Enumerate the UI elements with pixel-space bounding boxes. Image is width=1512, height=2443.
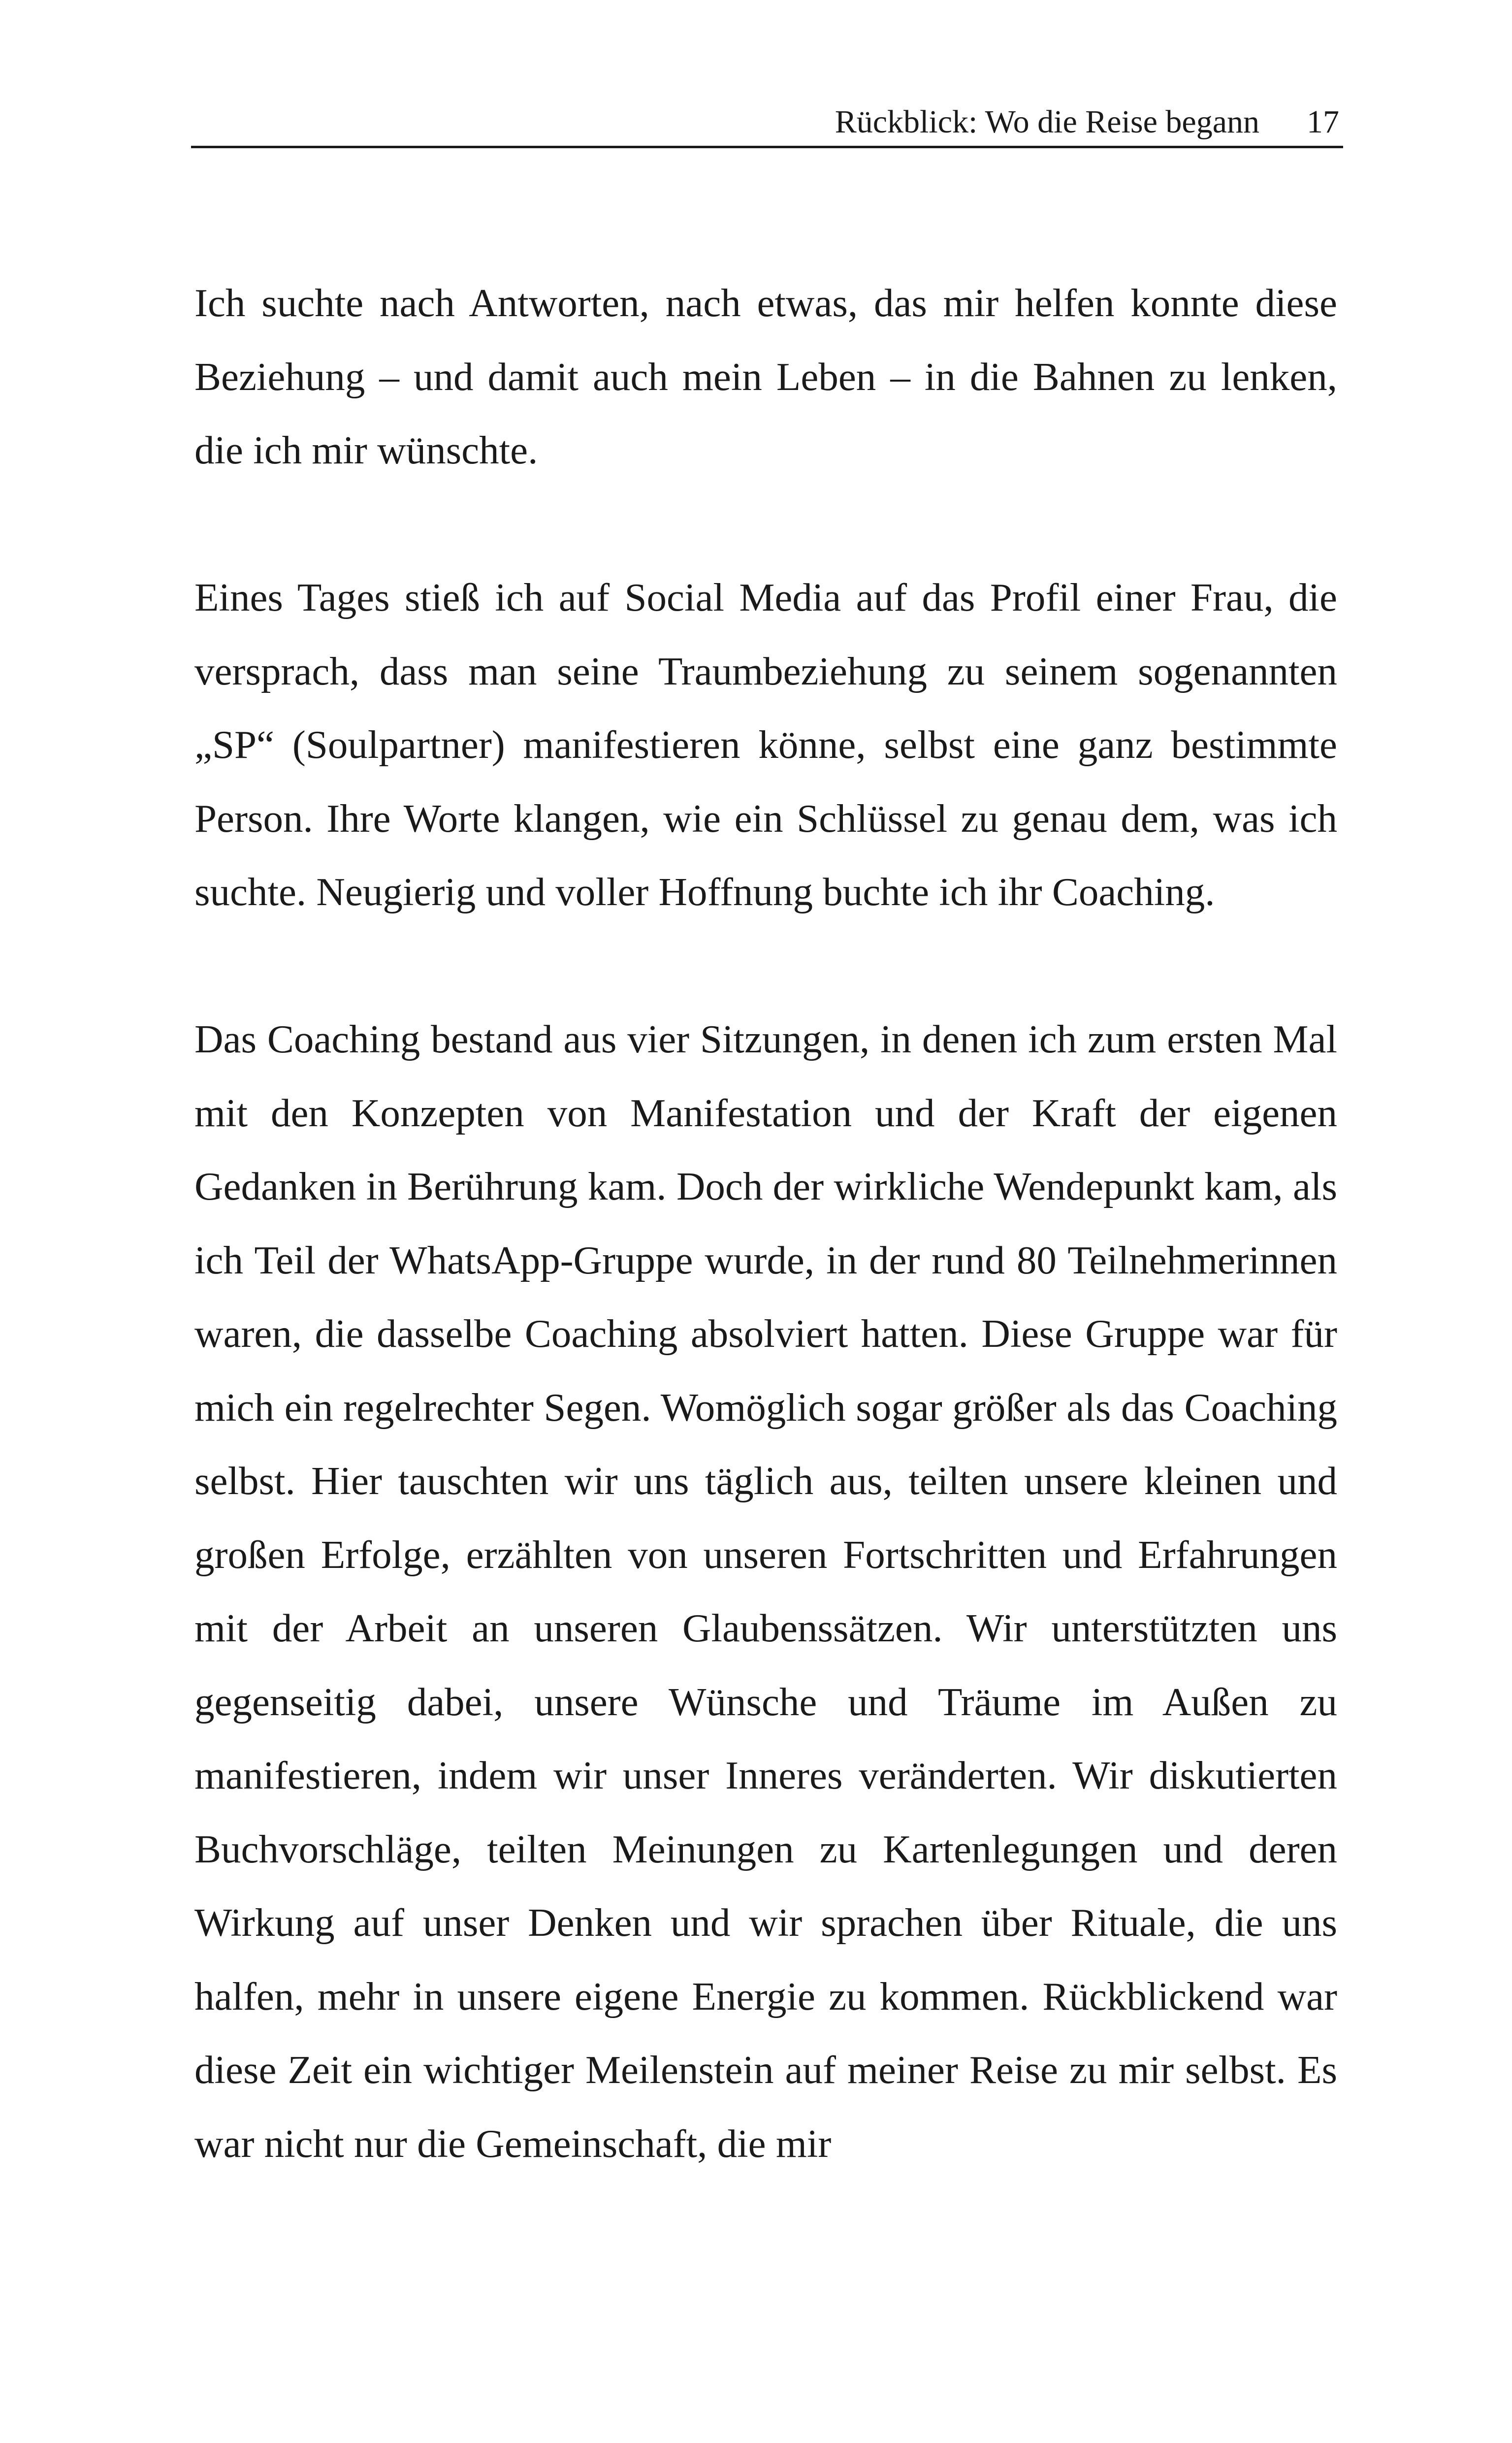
paragraph-3: Das Coaching bestand aus vier Sitzungen, in denen ich zum ersten Mal mit den Konzepten von Manifestation und der Kraft der eigenen Gedanken in Berührung kam. Doch der wirkliche Wendepunkt kam, als ich Teil der WhatsApp-Gruppe wurde, in der rund 80 Teilnehmerinnen waren, die dasselbe Coaching absolviert hatten. Diese Gruppe war für mich ein regelrechter Segen. Womöglich sogar größer als das Coaching selbst. Hier tauschten wir uns täglich aus, teilten unsere kleinen und großen Erfolge, erzählten von unseren Fortschritten und Erfahrungen mit der Arbeit an unseren Glaubenssätzen. Wir unterstützten uns gegenseitig dabei, unsere Wünsche und Träume im Außen zu manifestieren, indem wir unser Inneres veränderten. Wir diskutierten Buchvorschläge, teilten Meinungen zu Kartenlegungen und deren Wirkung auf unser Denken und wir sprachen über Rituale, die uns halfen, mehr in unsere eigene Energie zu kommen. Rückblickend war diese Zeit ein wichtiger Meilenstein auf meiner Reise zu mir selbst. Es war nicht nur die Gemeinschaft, die mir	[194, 1017, 1337, 2166]
chapter-title: Rückblick: Wo die Reise begann	[835, 104, 1259, 140]
page-number: 17	[1307, 104, 1339, 140]
paragraph-1: Ich suchte nach Antworten, nach etwas, das mir helfen konnte diese Beziehung – und damit auch mein Leben – in die Bahnen zu lenken, die ich mir wünschte.	[194, 281, 1337, 472]
paragraph-2: Eines Tages stieß ich auf Social Media auf das Profil einer Frau, die versprach, dass man seine Traumbeziehung zu seinem sogenannten „SP“ (Soulpartner) manifestieren könne, selbst eine ganz bestimmte Person. Ihre Worte klangen, wie ein Schlüssel zu genau dem, was ich suchte. Neugierig und voller Hoffnung buchte ich ihr Coaching.	[194, 575, 1337, 914]
body-text	[194, 266, 1337, 2181]
running-header	[191, 98, 1343, 148]
